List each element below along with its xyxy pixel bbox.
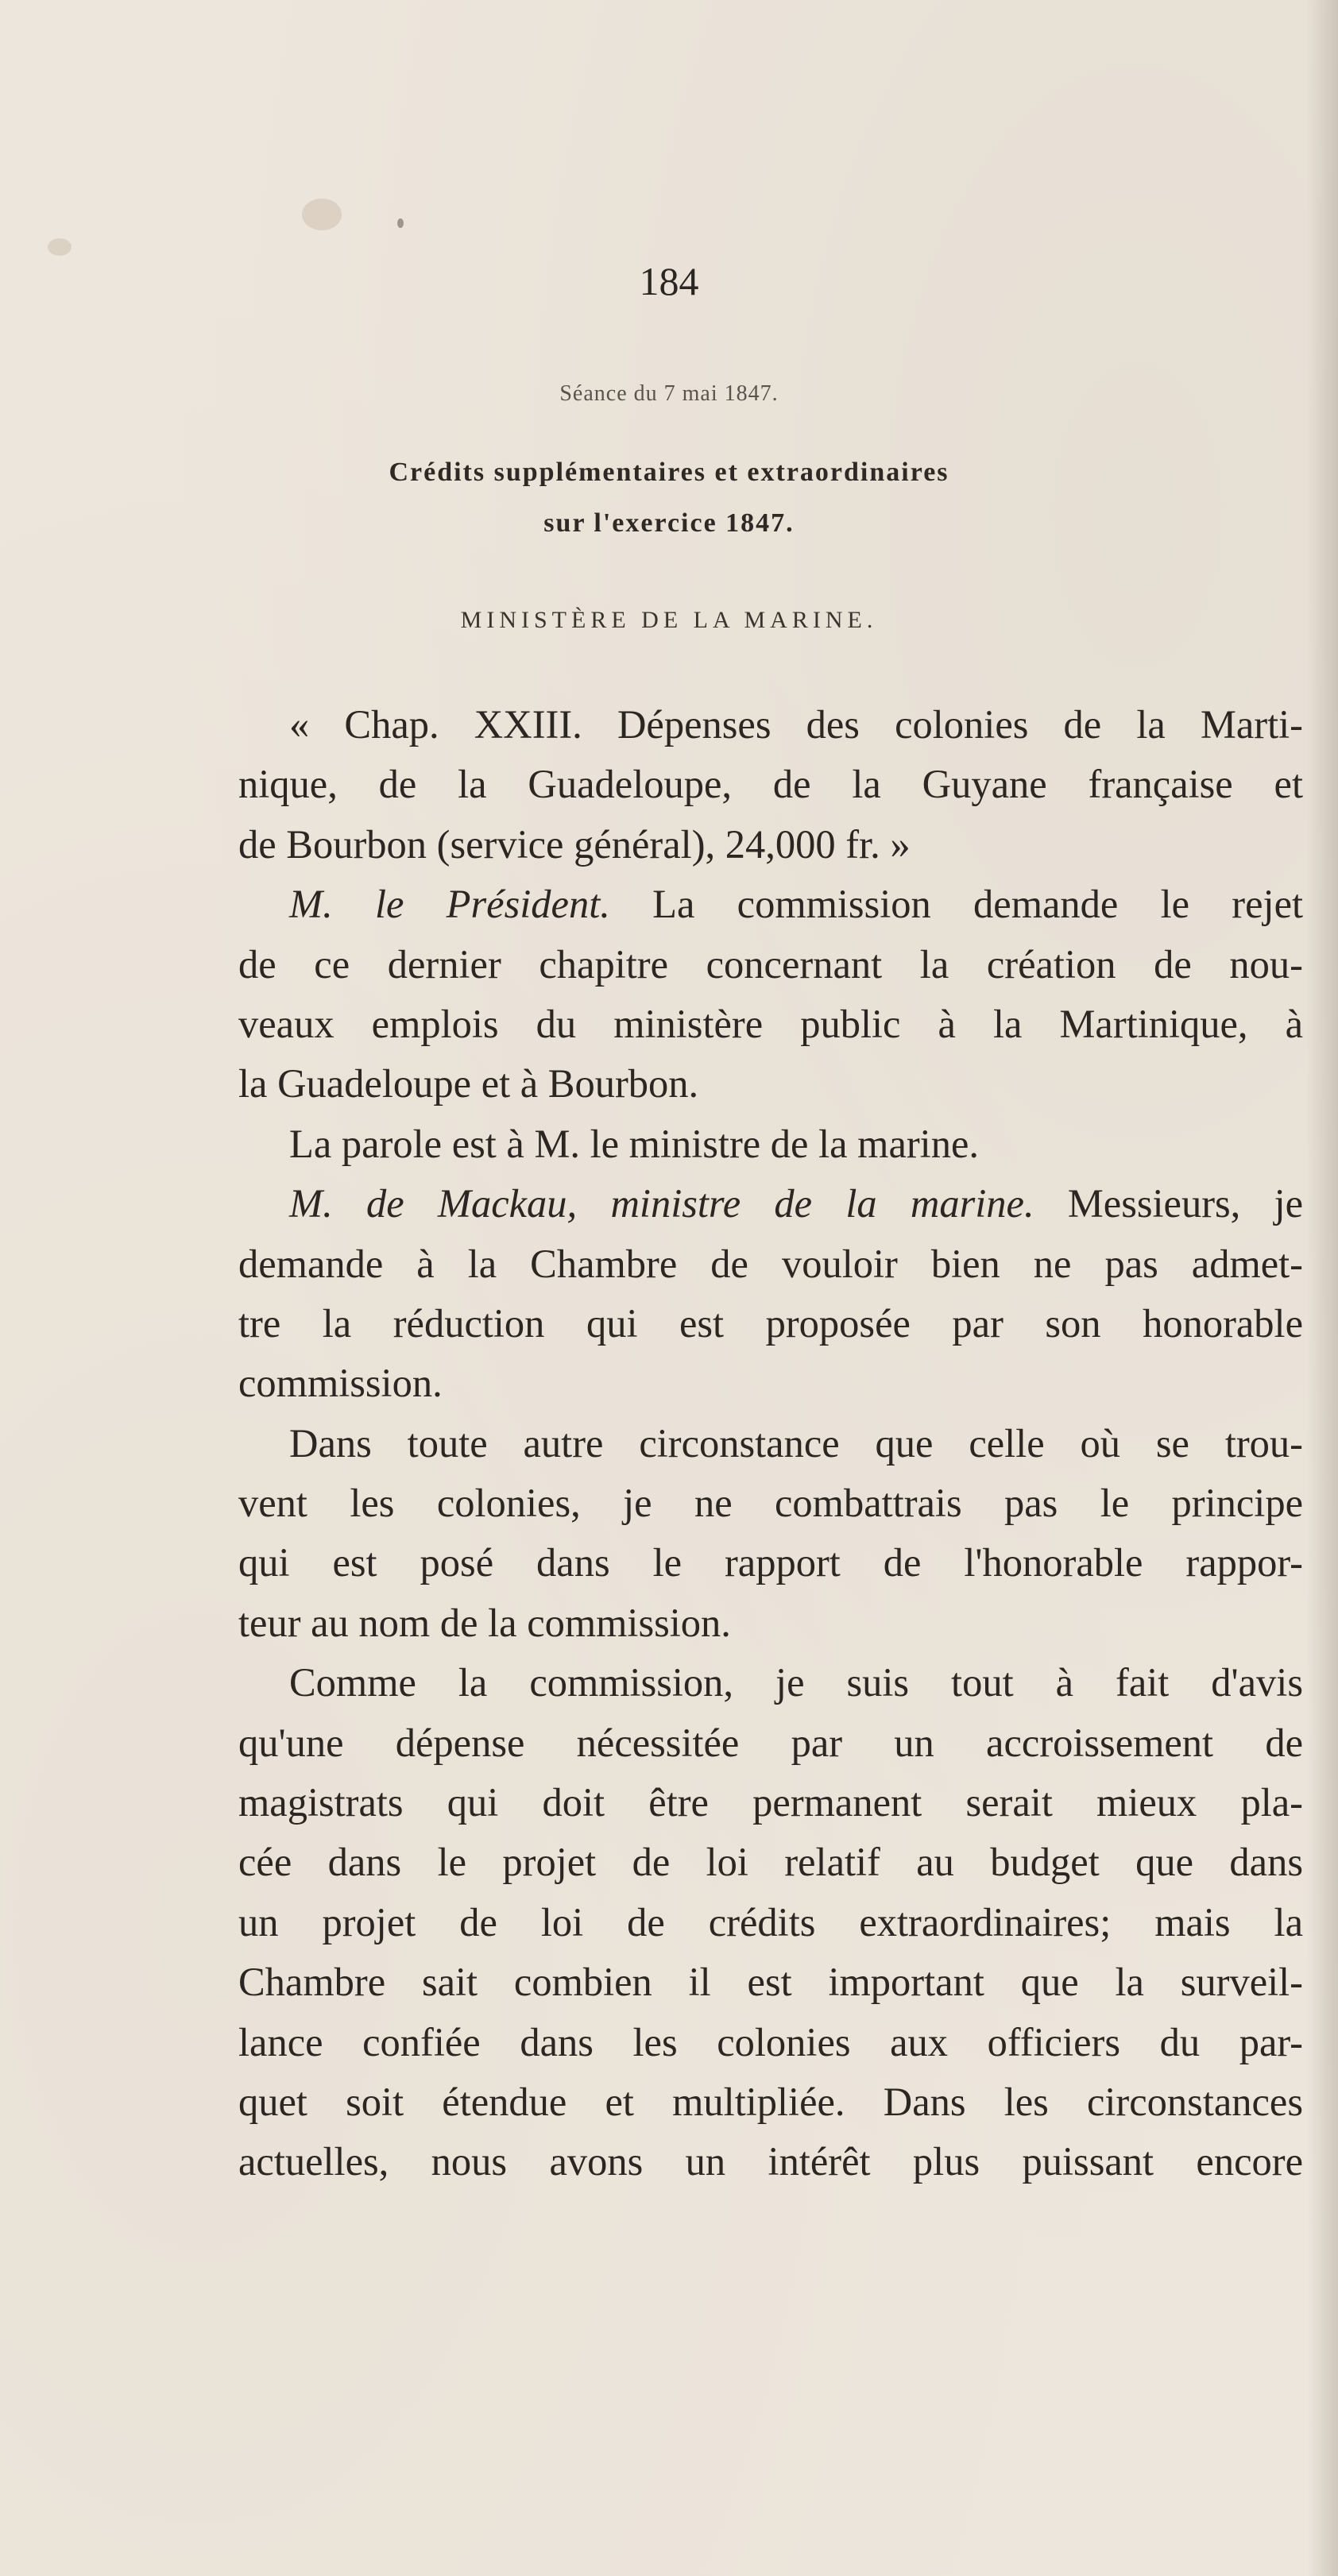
speech-text: Messieurs, je [1067, 1181, 1303, 1226]
text-line: de Bourbon (service général), 24,000 fr. » [238, 821, 911, 867]
text-line: qui est posé dans le rapport de l'honorable rappor- [238, 1540, 1303, 1585]
page-number: 184 [639, 259, 699, 303]
body-text [238, 695, 1303, 2192]
text-line: Comme la commission, je suis tout à fait d'avis [289, 1660, 1303, 1705]
text-line: commission. [238, 1361, 443, 1406]
text-line: cée dans le projet de loi relatif au budget que dans [238, 1840, 1303, 1885]
session-date: Séance du 7 mai 1847. [559, 381, 779, 406]
text-line: nique, de la Guadeloupe, de la Guyane française et [238, 762, 1303, 807]
text-line: de ce dernier chapitre concernant la création de nou- [238, 941, 1303, 987]
text-line: Dans toute autre circonstance que celle où se trou- [289, 1420, 1303, 1466]
text-line [238, 1174, 1303, 1234]
text-line: magistrats qui doit être permanent serait mieux pla- [238, 1780, 1303, 1825]
text-line: teur au nom de la commission. [238, 1600, 731, 1645]
paper-stain [397, 218, 404, 228]
speaker-name: M. de Mackau, ministre de la marine. [289, 1181, 1034, 1226]
text-line: vent les colonies, je ne combattrais pas le principe [238, 1481, 1303, 1526]
text-line: actuelles, nous avons un intérêt plus puissant encore [238, 2139, 1303, 2184]
text-line: veaux emplois du ministère public à la Martinique, à [238, 1001, 1303, 1046]
text-line: demande à la Chambre de vouloir bien ne pas admet- [238, 1241, 1303, 1286]
ministry-heading: MINISTÈRE DE LA MARINE. [460, 607, 878, 633]
text-line: tre la réduction qui est proposée par son honorable [238, 1300, 1303, 1346]
section-heading-line-1: Crédits supplémentaires et extraordinaires [389, 458, 949, 487]
text-line: La parole est à M. le ministre de la marine. [289, 1121, 979, 1166]
speaker-name: M. le Président. [289, 882, 610, 927]
text-line: la Guadeloupe et à Bourbon. [238, 1061, 699, 1106]
paper-stain [48, 238, 72, 256]
text-line: lance confiée dans les colonies aux officiers du par- [238, 2019, 1303, 2064]
text-line: un projet de loi de crédits extraordinaires; mais la [238, 1899, 1303, 1945]
text-line: Chambre sait combien il est important que la surveil- [238, 1960, 1303, 2005]
text-line: qu'une dépense nécessitée par un accroissement de [238, 1720, 1303, 1765]
section-heading-line-2: sur l'exercice 1847. [543, 508, 795, 538]
text-line: quet soit étendue et multipliée. Dans les circonstances [238, 2079, 1303, 2124]
speech-text: La commission demande le rejet [652, 882, 1303, 927]
paper-stain [302, 199, 342, 230]
text-line: « Chap. XXIII. Dépenses des colonies de la Marti- [289, 702, 1303, 747]
text-line [238, 875, 1303, 934]
